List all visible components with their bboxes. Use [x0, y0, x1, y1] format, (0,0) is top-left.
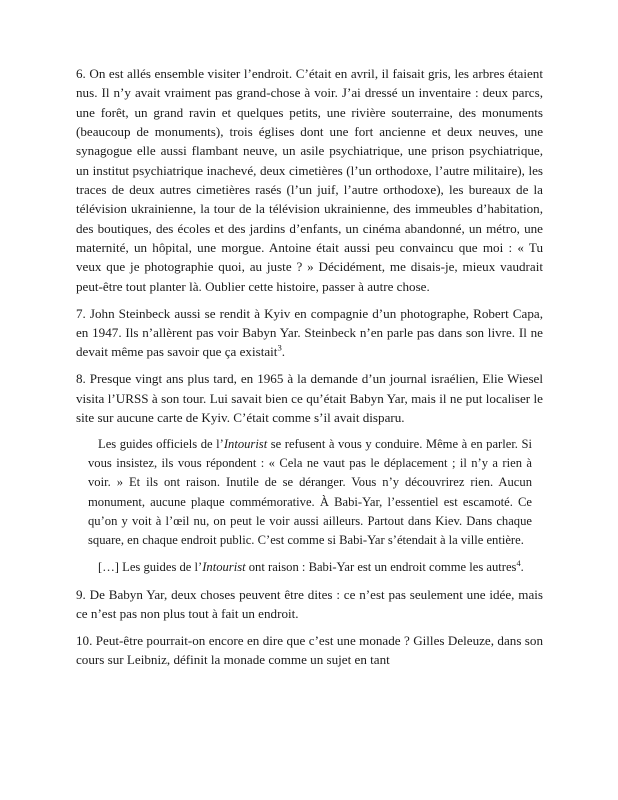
paragraph-9: 9. De Babyn Yar, deux choses peuvent être dites : ce n’est pas seulement une idée, mais ce n’est pas non plus tout à fait un endroit.	[76, 586, 543, 622]
quote-seg-text-2: se refusent à vous y conduire. Même à en parler. Si vous insistez, ils vous répondent : « Cela ne vaut pas le déplacement ; il n’y a rien à voir. » Et ils ont raison. Inutile de se déranger. Vous n’y découvrirez rien. Aucun monument, aucune plaque commémorative. À Babi-Yar, l’essentiel est escamoté. Ce qu’on y voit à l’œil nu, on peut le voir aussi ailleurs. Partout dans Kiev. Dans chaque square, en chaque endroit public. C’est comme si Babi-Yar s’étendait à la ville entière.	[88, 436, 532, 548]
paragraph-7-tail: .	[281, 344, 286, 360]
paragraph-6: 6. On est allés ensemble visiter l’endroit. C’était en avril, il faisait gris, les arbres étaient nus. Il n’y avait vraiment pas grand-chose à voir. J’ai dressé un inventaire : deux parcs, une forêt, un grand ravin et quelques petits, une rivière souterraine, des monuments (beaucoup de monuments), trois églises dont une fort ancienne et deux neuves, une synagogue elle aussi flambant neuve, un asile psychiatrique, une prison psychiatrique, un institut psychiatrique inachevé, deux cimetières (l’un orthodoxe, l’autre militaire), les traces de deux autres cimetières rasés (l’un juif, l’autre orthodoxe), les bureaux de la télévision ukrainienne, la tour de la télévision ukrainienne, des immeubles d’habitation, des boutiques, des écoles et des jardins d’enfants, un cinéma abandonné, un métro, une maternité, un hôpital, une morgue. Antoine était aussi peu convaincu que moi : « Tu veux que je photographie quoi, au juste ? » Décidément, me disais-je, mieux vaudrait peut-être tout planter là. Oublier cette histoire, passer à autre chose.	[76, 66, 543, 294]
quote-seg-text-5: .	[520, 559, 524, 574]
quote-seg-text-3: […] Les guides de l’	[98, 559, 203, 574]
quote-seg-text-1: Les guides officiels de l’	[98, 436, 224, 451]
footnote-marker-3[interactable]: 3	[277, 342, 282, 353]
blockquote-intourist	[76, 435, 543, 578]
footnote-marker-4[interactable]: 4	[516, 558, 521, 568]
document-body	[76, 64, 543, 670]
paragraph-10: 10. Peut-être pourrait-on encore en dire que c’est une monade ? Gilles Deleuze, dans son cours sur Leibniz, définit la monade comme un sujet en tant	[76, 632, 543, 668]
quote-italic-intourist-1: Intourist	[223, 436, 268, 451]
quote-italic-intourist-2: Intourist	[202, 559, 246, 574]
paragraph-8: 8. Presque vingt ans plus tard, en 1965 à la demande d’un journal israélien, Elie Wiesel visita l’URSS à son tour. Lui savait bien ce qu’était Babyn Yar, mais il ne put localiser le site sur aucune carte de Kyiv. C’était comme s’il avait disparu.	[76, 371, 543, 425]
paragraph-7	[76, 304, 543, 362]
quote-paragraph-2	[88, 558, 532, 577]
quote-seg-text-4: ont raison : Babi-Yar est un endroit comme les autres	[245, 559, 517, 574]
paragraph-7-text: 7. John Steinbeck aussi se rendit à Kyiv en compagnie d’un photographe, Robert Capa, en 1947. Ils n’allèrent pas voir Babyn Yar. Steinbeck n’en parle pas dans son livre. Il ne devait même pas savoir que ça existait	[76, 305, 543, 360]
quote-paragraph-1	[88, 435, 532, 551]
